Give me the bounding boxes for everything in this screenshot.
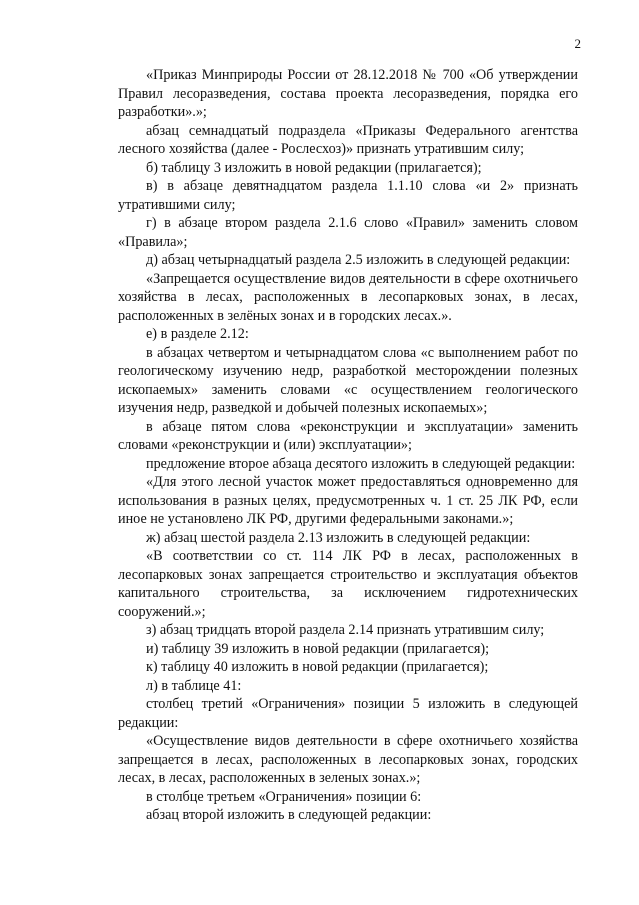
paragraph: б) таблицу 3 изложить в новой редакции (прилагается);	[146, 159, 482, 176]
document-body	[118, 66, 578, 825]
paragraph: в столбце третьем «Ограничения» позиции 6:	[146, 788, 422, 805]
paragraph: в абзацах четвертом и четырнадцатом слова «с выполнением работ по геологическому изучению недр, разработкой месторождении полезных ископаемых» заменить словами «с осуществлением геологического изучения недр, разведкой и добычей полезных ископаемых»;	[118, 344, 578, 416]
paragraph: л) в таблице 41:	[146, 677, 242, 694]
paragraph: г) в абзаце втором раздела 2.1.6 слово «Правил» заменить словом «Правила»;	[118, 215, 578, 250]
paragraph: в абзаце пятом слова «реконструкции и эксплуатации» заменить словами «реконструкции и (или) эксплуатации»;	[118, 418, 578, 453]
page-number: 2	[574, 36, 581, 51]
paragraph: абзац второй изложить в следующей редакции:	[146, 807, 432, 823]
paragraph: д) абзац четырнадцатый раздела 2.5 изложить в следующей редакции:	[146, 252, 571, 268]
paragraph: «Приказ Минприроды России от 28.12.2018 № 700 «Об утверждении Правил лесоразведения, состава проекта лесоразведения, порядка его разработки».»;	[118, 67, 578, 120]
paragraph: ж) абзац шестой раздела 2.13 изложить в следующей редакции:	[146, 529, 531, 546]
paragraph: предложение второе абзаца десятого изложить в следующей редакции:	[146, 455, 576, 472]
paragraph: «Осуществление видов деятельности в сфере охотничьего хозяйства запрещается в лесах, расположенных в лесопарковых зонах, городских лесах, в лесах, расположенных в зеленых зонах.»;	[118, 733, 578, 786]
paragraph: и) таблицу 39 изложить в новой редакции (прилагается);	[146, 640, 490, 657]
paragraph: з) абзац тридцать второй раздела 2.14 признать утратившим силу;	[146, 622, 545, 638]
paragraph: «Для этого лесной участок может предоставляться одновременно для использования в разных целях, предусмотренных ч. 1 ст. 25 ЛК РФ, если иное не установлено ЛК РФ, другими федеральными законами.»;	[118, 474, 578, 527]
paragraph: «Запрещается осуществление видов деятельности в сфере охотничьего хозяйства в лесах, расположенных в лесопарковых зонах, в лесах, расположенных в зелёных зонах и в городских лесах.».	[118, 270, 578, 324]
paragraph: «В соответствии со ст. 114 ЛК РФ в лесах, расположенных в лесопарковых зонах запрещается строительство и эксплуатация объектов капитального строительства, за исключением гидротехнических сооружений.»;	[118, 548, 578, 620]
paragraph: абзац семнадцатый подраздела «Приказы Федерального агентства лесного хозяйства (далее - Рослесхоз)» признать утратившим силу;	[118, 122, 578, 157]
paragraph: е) в разделе 2.12:	[146, 326, 249, 342]
paragraph: в) в абзаце девятнадцатом раздела 1.1.10 слова «и 2» признать утратившими силу;	[118, 178, 578, 213]
paragraph: столбец третий «Ограничения» позиции 5 изложить в следующей редакции:	[118, 696, 578, 731]
paragraph: к) таблицу 40 изложить в новой редакции (прилагается);	[146, 659, 489, 675]
